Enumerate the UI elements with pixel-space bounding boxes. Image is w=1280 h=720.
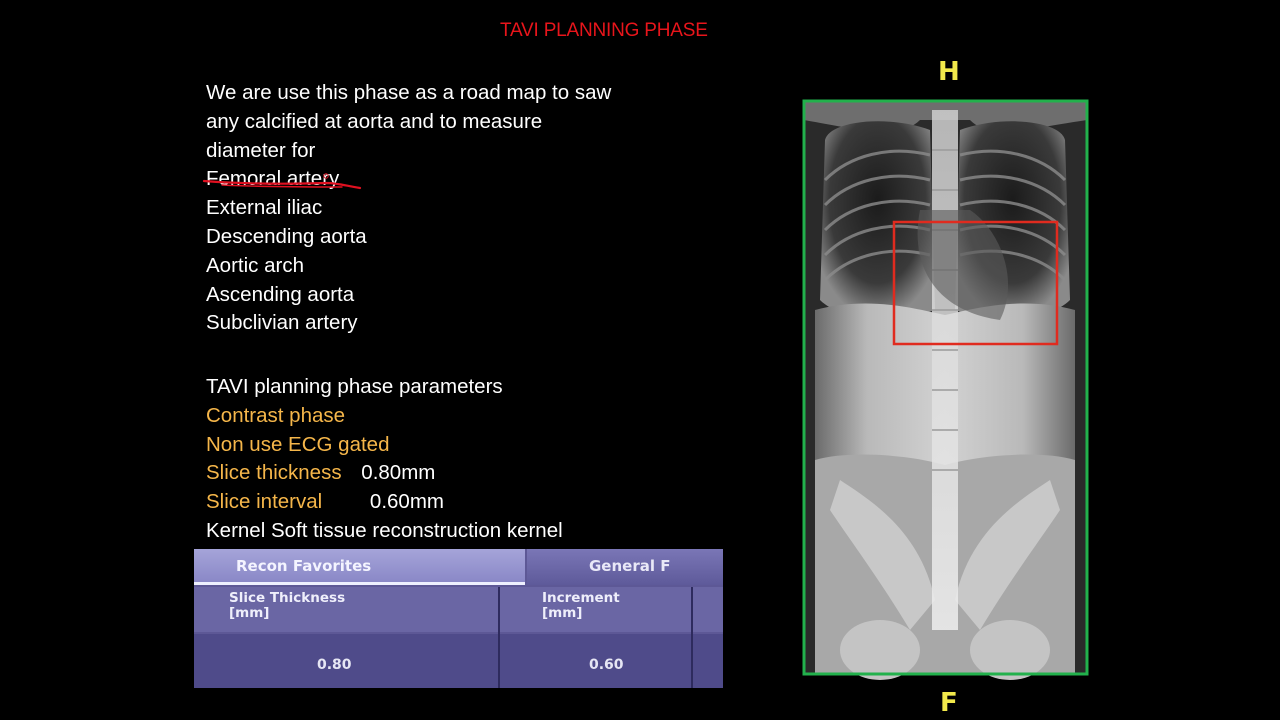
vessel-descending-aorta: Descending aorta — [206, 224, 367, 248]
column-divider — [691, 587, 693, 688]
feet-marker: F — [940, 688, 958, 718]
intro-line: diameter for — [206, 138, 316, 162]
slice-interval-value: 0.60mm — [369, 490, 444, 514]
tab-general[interactable]: General F — [527, 549, 723, 585]
parameters-block — [206, 373, 563, 546]
vessel-femoral-label: Femoral artery — [206, 167, 340, 191]
intro-line: any calcified at aorta and to measure — [206, 109, 543, 133]
param-slice-thickness — [206, 459, 563, 488]
tab-recon-favorites[interactable]: Recon Favorites — [194, 549, 525, 585]
param-ecg: Non use ECG gated — [206, 432, 390, 456]
vessel-external-iliac: External iliac — [206, 196, 323, 220]
vessel-aortic-arch: Aortic arch — [206, 253, 304, 277]
femoral-highlight — [206, 165, 339, 194]
head-marker: H — [938, 60, 960, 87]
increment-cell[interactable]: 0.60 — [589, 657, 624, 673]
recon-value-row — [194, 634, 723, 688]
scout-image — [770, 60, 1105, 720]
param-slice-interval — [206, 488, 563, 517]
recon-header-row — [194, 587, 723, 632]
recon-favorites-panel — [194, 549, 723, 688]
slice-thickness-label: Slice thickness — [206, 461, 342, 485]
slice-thickness-header: Slice Thickness [mm] — [229, 590, 346, 621]
slice-interval-label: Slice interval — [206, 490, 323, 514]
column-divider — [498, 587, 500, 688]
vessel-subclavian-artery: Subclivian artery — [206, 311, 358, 335]
ct-scout-panel — [770, 60, 1105, 720]
intro-line: We are use this phase as a road map to saw — [206, 81, 612, 104]
intro-text — [206, 79, 646, 338]
vessel-ascending-aorta: Ascending aorta — [206, 282, 355, 306]
param-kernel: Kernel Soft tissue reconstruction kernel — [206, 518, 563, 542]
slice-thickness-cell[interactable]: 0.80 — [317, 657, 352, 673]
slice-thickness-value: 0.80mm — [361, 461, 436, 485]
recon-tabs — [194, 549, 723, 585]
vessel-femoral — [206, 165, 646, 194]
param-contrast: Contrast phase — [206, 403, 346, 427]
slide-title: TAVI PLANNING PHASE — [500, 20, 708, 41]
increment-header: Increment [mm] — [542, 590, 620, 621]
params-heading: TAVI planning phase parameters — [206, 375, 503, 398]
